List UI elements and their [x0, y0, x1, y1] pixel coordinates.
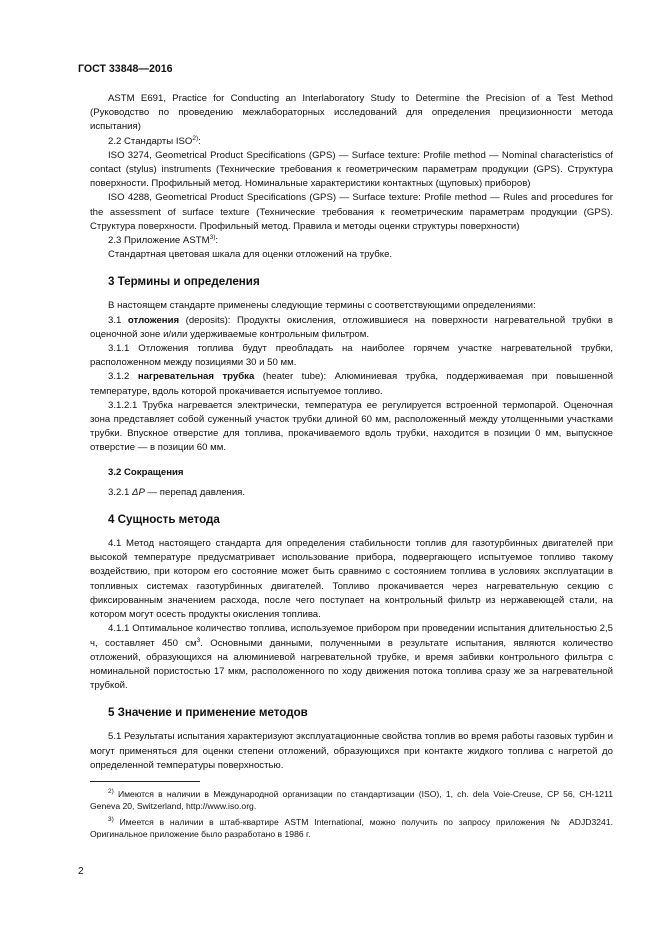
- footnote-2-mark: 2): [108, 788, 114, 796]
- clause-2-2: [90, 135, 613, 149]
- footnote-3-text: Имеется в наличии в штаб-квартире ASTM International, можно получить по запросу приложения № ADJD3241. Оригинальное приложение было разработано в 1986 г.: [90, 816, 613, 840]
- footnote-3: [90, 816, 613, 841]
- footnote-ref-2: 2): [192, 134, 199, 142]
- clause-2-3: [90, 234, 613, 248]
- clause-3-1: [90, 314, 613, 342]
- clause-3-1-definition: (deposits): Продукты окисления, отложившиеся на поверхности нагревательной трубки в оценочной зоне и/или удерживаемые контрольным фильтром.: [90, 314, 613, 340]
- clause-3-2-heading: 3.2 Сокращения: [108, 466, 184, 478]
- document-body: [90, 92, 613, 844]
- clause-3-1-2-number: 3.1.2: [108, 371, 138, 383]
- footnote-ref-3: 3): [209, 233, 216, 241]
- reference-iso-4288: ISO 4288, Geometrical Product Specifications (GPS) — Surface texture: Profile method — Rules and procedures for the assessment of surface texture (Технические требования к геометрическим параметрам продукции (GPS). Структура поверхности. Профильный метод. Правила и методы оценки структуры поверхности): [90, 192, 613, 232]
- section-3-intro: В настоящем стандарте применены следующие термины с соответствующими определениями:: [108, 300, 536, 312]
- footnote-2: [90, 788, 613, 813]
- clause-4-1-1-part-b: . Основными данными, полученными в результате испытания, являются количество отложений, образующихся на алюминиевой нагревательной трубке, и время забивки контрольного фильтра с номинальной пористостью 17 мкм, расположенного по ходу движения потока топлива сразу же за нагревательной трубкой.: [90, 637, 613, 692]
- clause-5-1: 5.1 Результаты испытания характеризуют эксплуатационные свойства топлив во время работы газовых турбин и могут применяться для оценки степени отложений, образующихся при контакте жидкого топлива с нагретой до определенной температуры поверхностью.: [90, 731, 613, 771]
- clause-4-1-1: [90, 622, 613, 693]
- term-heater-tube: нагревательная трубка: [137, 371, 255, 383]
- clause-3-1-number: 3.1: [108, 314, 128, 326]
- clause-2-3-colon: :: [215, 235, 219, 247]
- delta-p-symbol: ΔP: [132, 486, 145, 498]
- term-deposits: отложения: [127, 314, 180, 326]
- document-header: ГОСТ 33848—2016: [78, 63, 173, 75]
- section-3-heading: 3 Термины и определения: [108, 275, 260, 289]
- clause-3-2-1-text: — перепад давления.: [144, 486, 246, 498]
- footnote-2-text: Имеются в наличии в Международной организации по стандартизации (ISO), 1, ch. dela Voie-Creuse, CP 56, CH-1211 Geneva 20, Switzerland, http://www.iso.org.: [90, 788, 613, 812]
- clause-4-1-1-part-a: 4.1.1 Оптимальное количество топлива, используемое прибором при проведении испытания длительностью 2,5 ч, составляет 450 см: [90, 623, 613, 649]
- clause-2-2-colon: :: [198, 135, 201, 147]
- clause-3-2-1-number: 3.2.1: [108, 486, 133, 498]
- footnote-3-mark: 3): [108, 816, 114, 824]
- reference-astm-e691: ASTM E691, Practice for Conducting an Interlaboratory Study to Determine the Precision of a Test Method (Руководство по проведению межлабораторных исследований для определения прецизионности метода испытания): [90, 93, 613, 133]
- reference-color-scale: Стандартная цветовая шкала для оценки отложений на трубке.: [108, 249, 393, 261]
- cubic-superscript: 3: [196, 636, 201, 644]
- reference-iso-3274: ISO 3274, Geometrical Product Specifications (GPS) — Surface texture: Profile method — Nominal characteristics of contact (stylus) instruments (Технические требования к геометрическим параметрам продукции (GPS). Структура поверхности. Профильный метод. Номинальные характеристики контактных (щуповых) приборов): [90, 149, 613, 190]
- footnote-divider: [90, 781, 200, 782]
- clause-3-1-1: 3.1.1 Отложения топлива будут преобладать на наиболее горячем участке нагревательной трубки, расположенном между позициями 30 и 50 мм.: [90, 343, 613, 369]
- clause-4-1: 4.1 Метод настоящего стандарта для определения стабильности топлив для газотурбинных двигателей при высокой температуре предусматривает использование прибора, подвергающего испытуемое топливо такому воздействию, при котором его состояние может быть сравнимо с состоянием топлива в условиях эксплуатации в топливных системах газотурбинных двигателей. Топливо прокачивается через нагревательную секцию с фиксированным значением расхода, после чего поступает на контрольный фильтр из нержавеющей стали, на котором могут осесть продукты окисления топлива.: [90, 538, 613, 621]
- section-5-heading: 5 Значение и применение методов: [108, 706, 308, 720]
- clause-3-1-2-1: 3.1.2.1 Трубка нагревается электрически, температура ее регулируется встроенной термопарой. Оценочная зона представляет собой суженный участок трубки длиной 60 мм, расположенный между утолщенными участками трубки. Впускное отверстие для топлива, прокачиваемого вдоль трубки, находится в позиции 0 мм, выпускное отверстие — в позиции 60 мм.: [90, 399, 613, 454]
- section-4-heading: 4 Сущность метода: [108, 513, 220, 527]
- page-number: 2: [78, 866, 84, 877]
- clause-2-3-label: 2.3 Приложение ASTM: [108, 235, 210, 247]
- clause-3-2-1: [90, 486, 613, 500]
- clause-2-2-label: 2.2 Стандарты ISO: [108, 135, 193, 147]
- clause-3-1-2: [90, 370, 613, 398]
- clause-3-1-2-definition: (heater tube): Алюминиевая трубка, поддерживаемая при повышенной температуре, вдоль которой прокачивается испытуемое топливо.: [90, 371, 613, 397]
